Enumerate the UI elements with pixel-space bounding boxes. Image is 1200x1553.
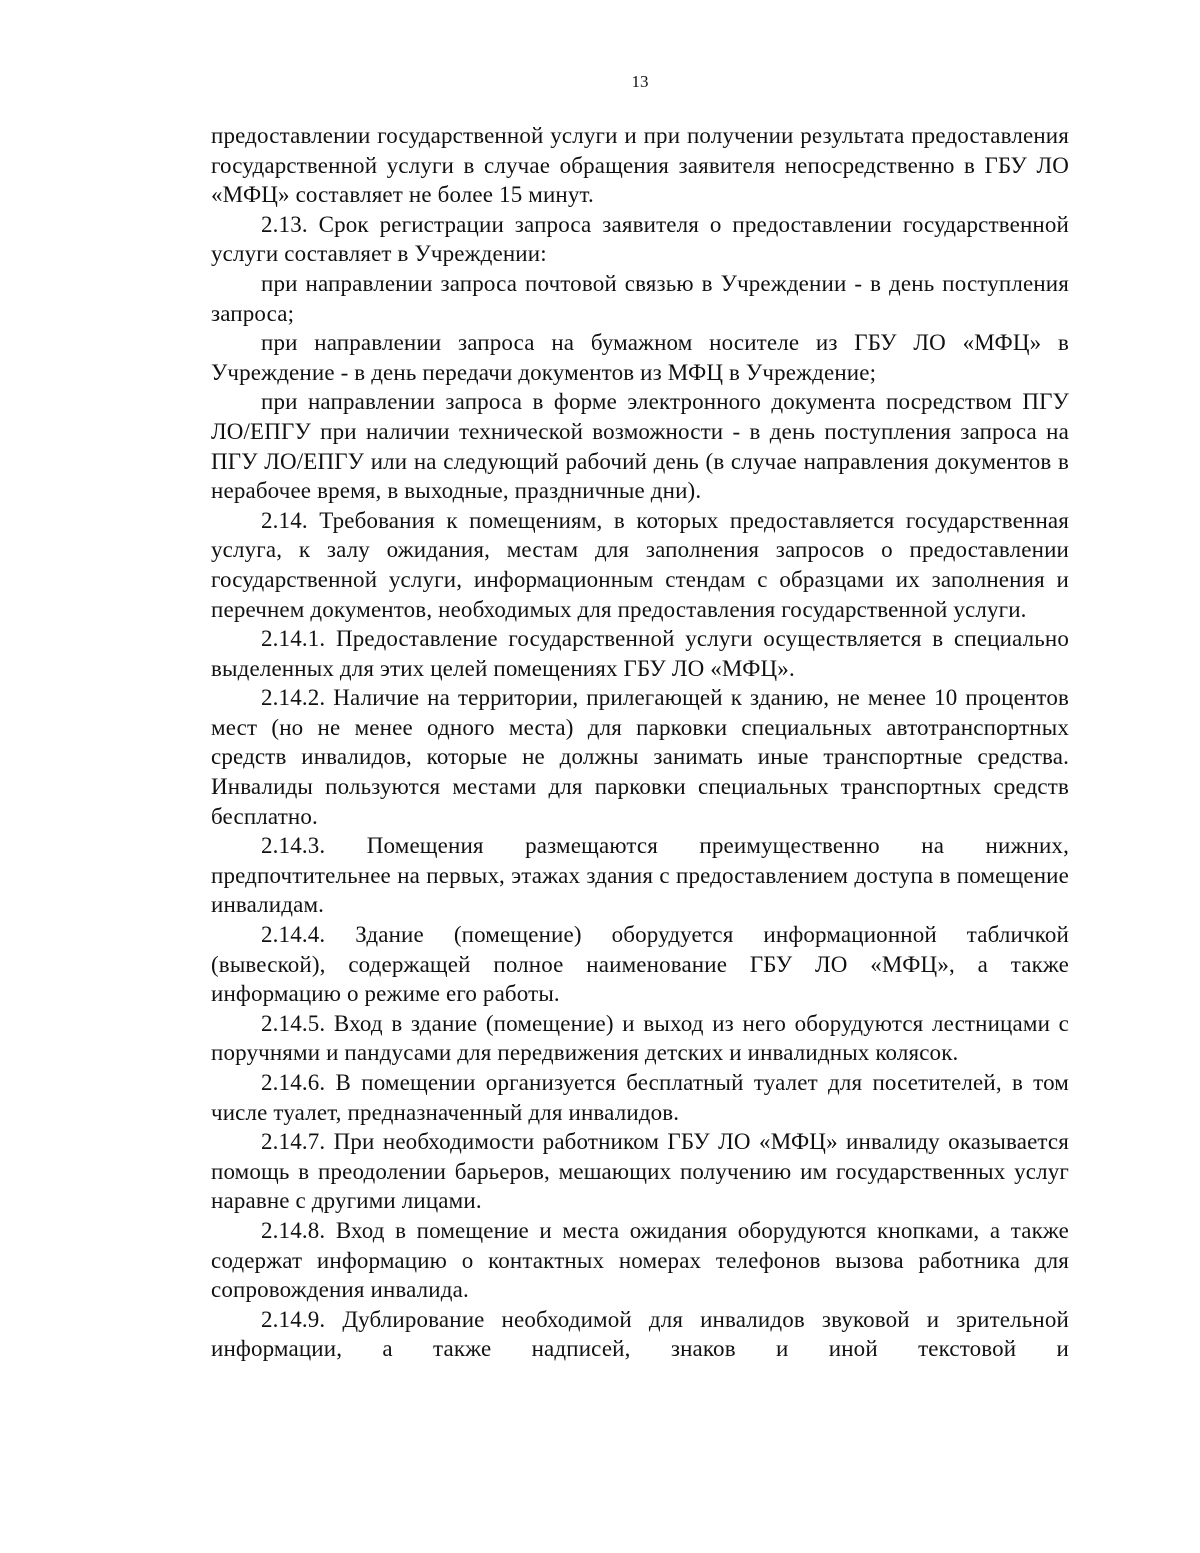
- paragraph-paper-request: при направлении запроса на бумажном носителе из ГБУ ЛО «МФЦ» в Учреждение - в день передачи документов из МФЦ в Учреждение;: [211, 330, 1069, 385]
- paragraph-2-13: 2.13. Срок регистрации запроса заявителя о предоставлении государственной услуги составляет в Учреждении:: [211, 211, 1069, 267]
- paragraph-2-14-4: 2.14.4. Здание (помещение) оборудуется информационной табличкой (вывеской), содержащей полное наименование ГБУ ЛО «МФЦ», а также информацию о режиме его работы.: [211, 922, 1069, 1007]
- paragraph-2-14-7: 2.14.7. При необходимости работником ГБУ ЛО «МФЦ» инвалиду оказывается помощь в преодолении барьеров, мешающих получению им государственных услуг наравне с другими лицами.: [211, 1129, 1069, 1214]
- paragraph-2-14-5: 2.14.5. Вход в здание (помещение) и выход из него оборудуются лестницами с поручнями и пандусами для передвижения детских и инвалидных колясок.: [211, 1010, 1069, 1066]
- paragraph-2-14-3: 2.14.3. Помещения размещаются преимущественно на нижних, предпочтительнее на первых, этажах здания с предоставлением доступа в помещение инвалидам.: [211, 833, 1069, 918]
- paragraph-2-14-9: 2.14.9. Дублирование необходимой для инвалидов звуковой и зрительной информации, а также надписей, знаков и иной текстовой и: [211, 1306, 1069, 1362]
- paragraph-2-14-2: 2.14.2. Наличие на территории, прилегающей к зданию, не менее 10 процентов мест (но не менее одного места) для парковки специальных автотранспортных средств инвалидов, которые не должны занимать иные транспортные средства. Инвалиды пользуются местами для парковки специальных транспортных средств бесплатно.: [211, 685, 1069, 829]
- paragraph-2-14-8: 2.14.8. Вход в помещение и места ожидания оборудуются кнопками, а также содержат информацию о контактных номерах телефонов вызова работника для сопровождения инвалида.: [211, 1217, 1069, 1303]
- paragraph-postal-request: при направлении запроса почтовой связью в Учреждении - в день поступления запроса;: [211, 270, 1069, 326]
- document-body: [211, 121, 1069, 1364]
- paragraph-2-14: 2.14. Требования к помещениям, в которых предоставляется государственная услуга, к залу ожидания, местам для заполнения запросов о предоставлении государственной услуги, информационным стендам с образцами их заполнения и перечнем документов, необходимых для предоставления государственной услуги.: [211, 507, 1069, 622]
- page-number: 13: [631, 72, 649, 91]
- paragraph-continuation: предоставлении государственной услуги и при получении результата предоставления государственной услуги в случае обращения заявителя непосредственно в ГБУ ЛО «МФЦ» составляет не более 15 минут.: [211, 123, 1069, 208]
- paragraph-2-14-1: 2.14.1. Предоставление государственной услуги осуществляется в специально выделенных для этих целей помещениях ГБУ ЛО «МФЦ».: [211, 626, 1069, 681]
- paragraph-2-14-6: 2.14.6. В помещении организуется бесплатный туалет для посетителей, в том числе туалет, предназначенный для инвалидов.: [211, 1070, 1069, 1125]
- paragraph-electronic-request: при направлении запроса в форме электронного документа посредством ПГУ ЛО/ЕПГУ при наличии технической возможности - в день поступления запроса на ПГУ ЛО/ЕПГУ или на следующий рабочий день (в случае направления документов в нерабочее время, в выходные, праздничные дни).: [211, 389, 1069, 504]
